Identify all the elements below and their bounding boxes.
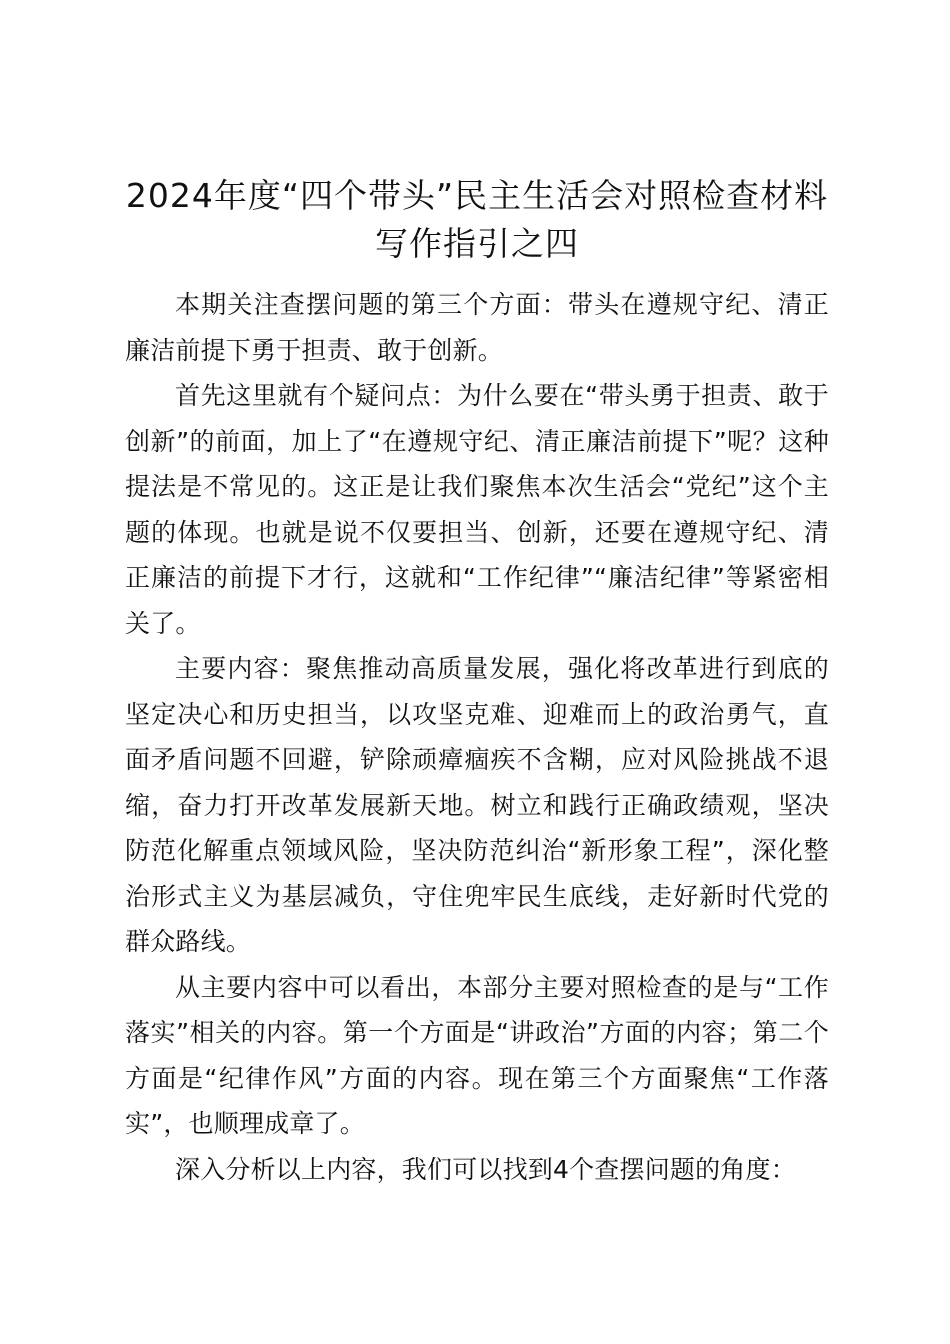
document-title: 2024年度“四个带头”民主生活会对照检查材料写作指引之四 [125,176,829,263]
paragraph-1: 本期关注查摆问题的第三个方面：带头在遵规守纪、清正廉洁前提下勇于担责、敢于创新。 [125,290,829,365]
document-body [125,282,829,1192]
paragraph-4: 从主要内容中可以看出，本部分主要对照检查的是与“工作落实”相关的内容。第一个方面是“讲政治”方面的内容；第二个方面是“纪律作风”方面的内容。现在第三个方面聚焦“工作落实”，也顺理成章了。 [125,972,829,1138]
paragraph-3: 主要内容：聚焦推动高质量发展，强化将改革进行到底的坚定决心和历史担当，以攻坚克难、迎难而上的政治勇气，直面矛盾问题不回避，铲除顽瘴痼疾不含糊，应对风险挑战不退缩，奋力打开改革发展新天地。树立和践行正确政绩观，坚决防范化解重点领域风险，坚决防范纠治“新形象工程”，深化整治形式主义为基层减负，守住兜牢民生底线，走好新时代党的群众路线。 [125,654,829,956]
paragraph-5: 深入分析以上内容，我们可以找到4个查摆问题的角度： [175,1154,796,1184]
paragraph-2: 首先这里就有个疑问点：为什么要在“带头勇于担责、敢于创新”的前面，加上了“在遵规守纪、清正廉洁前提下”呢？这种提法是不常见的。这正是让我们聚焦本次生活会“党纪”这个主题的体现。也就是说不仅要担当、创新，还要在遵规守纪、清正廉洁的前提下才行，这就和“工作纪律”“廉洁纪律”等紧密相关了。 [125,381,829,638]
